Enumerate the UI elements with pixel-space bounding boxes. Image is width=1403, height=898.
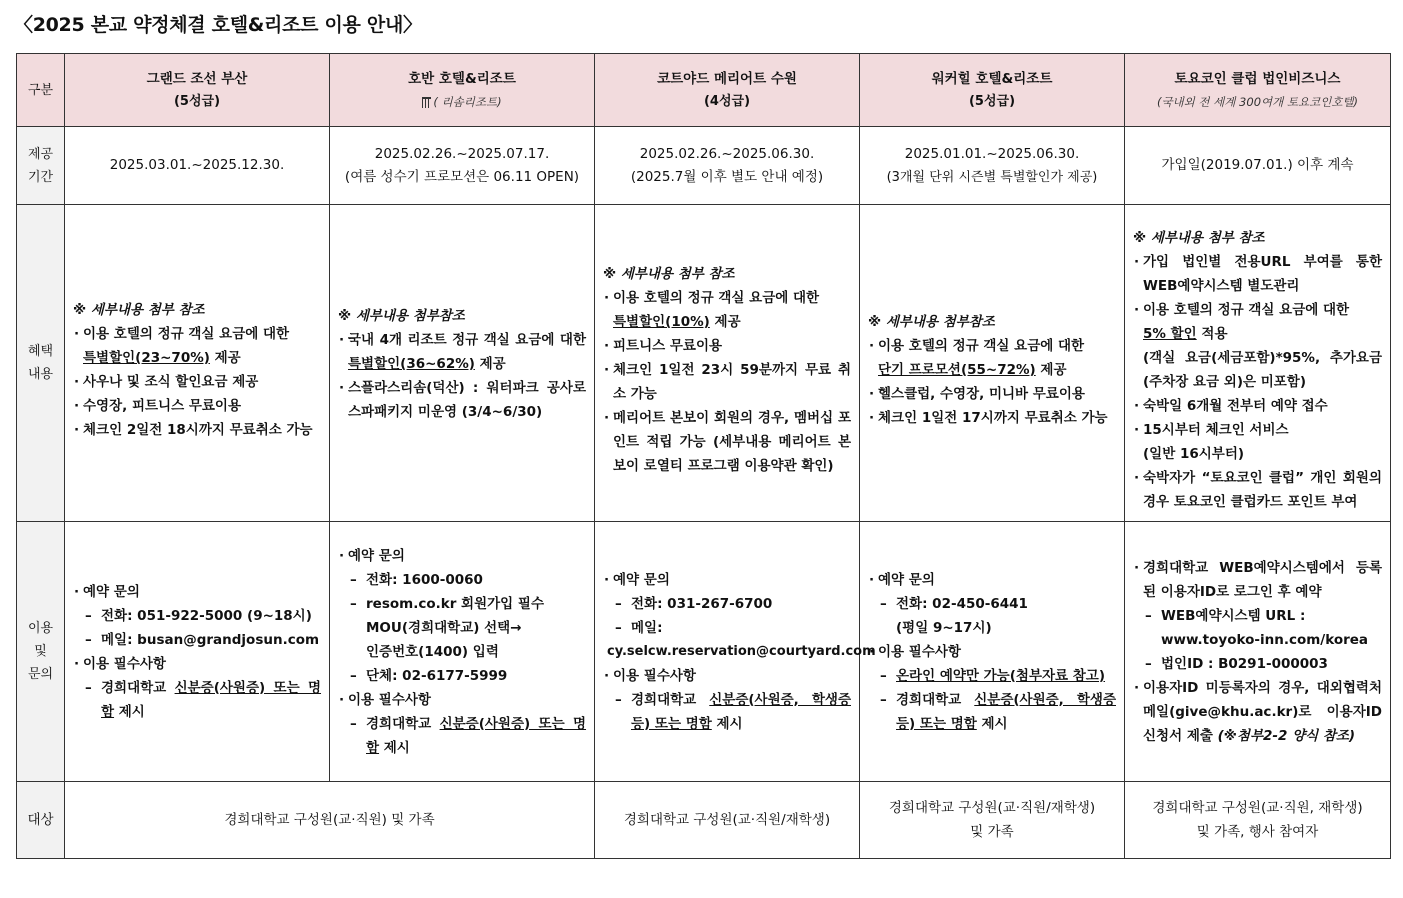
period-row (17, 127, 1391, 205)
hotel-grade: (5성급) (968, 94, 1016, 109)
contact-label: 이용 및 문의 (17, 522, 65, 782)
hotel-name: 워커힐 호텔&리조트 (931, 71, 1053, 87)
list-item: · 이용 호텔의 정규 객실 요금에 대한 특별할인(23~70%) 제공 (73, 322, 321, 370)
period-cell: 가입일(2019.07.01.) 이후 계속 (1125, 127, 1391, 205)
target-cell-4: 경희대학교 구성원(교·직원, 재학생) 및 가족, 행사 참여자 (1125, 782, 1391, 859)
target-row (17, 782, 1391, 859)
list-item: · 이용 호텔의 정규 객실 요금에 대한 5% 할인 적용 (객실 요금(세금포함)*95%, 추가요금(주차장 요금 외)은 미포함) (1133, 298, 1382, 394)
hotel-name: 그랜드 조선 부산 (146, 71, 248, 87)
list-item: · 체크인 1일전 17시까지 무료취소 가능 (868, 406, 1116, 430)
hotel-grade: (4성급) (703, 94, 751, 109)
hotel-name: 토요코인 클럽 법인비즈니스 (1174, 71, 1341, 87)
email-text: – 메일: (615, 616, 851, 640)
list-item: · 예약 문의 – 전화: 02-450-6441 (평일 9~17시) (868, 568, 1116, 640)
list-item: · 스플라스리솜(덕산) : 워터파크 공사로 스파패키지 미운영 (3/4~6/30) (338, 376, 586, 424)
period-cell: 2025.02.26.~2025.06.30. (2025.7월 이후 별도 안내 예정) (595, 127, 860, 205)
contact-row (17, 522, 1391, 782)
reference-note: ※ 세부내용 첨부 참조 (603, 266, 735, 282)
reference-note: ※ 세부내용 첨부 참조 (1133, 230, 1265, 246)
list-item: · 숙박일 6개월 전부터 예약 접수 (1133, 394, 1382, 418)
list-item: · 이용 필수사항 – 온라인 예약만 가능(첨부자료 참고) – 경희대학교 신분증(사원증, 학생증 등) 또는 명함 제시 (868, 640, 1116, 736)
list-item: · 예약 문의 – 전화: 1600-0060 – resom.co.kr 회원가입 필수 MOU(경희대학교) 선택→ 인증번호(1400) 입력 – 단체: 02-6177-5999 (338, 544, 586, 688)
list-item: · 수영장, 피트니스 무료이용 (73, 394, 321, 418)
hotel-header-1 (65, 54, 330, 127)
page-title: 〈2025 본교 약정체결 호텔&리조트 이용 안내〉 (14, 14, 422, 36)
hotel-name: 호반 호텔&리조트 (408, 71, 516, 87)
target-cell-3: 경희대학교 구성원(교·직원/재학생) 및 가족 (860, 782, 1125, 859)
contact-cell-1 (65, 522, 330, 782)
benefit-cell-1 (65, 205, 330, 522)
list-item: · 이용 호텔의 정규 객실 요금에 대한 단기 프로모션(55~72%) 제공 (868, 334, 1116, 382)
list-item: · 예약 문의 – 전화: 051-922-5000 (9~18시) – 메일: busan@grandjosun.com (73, 580, 321, 652)
list-item: · 예약 문의 – 전화: 031-267-6700 – 메일: cy.selcw.reservation@courtyard.com (603, 568, 851, 664)
benefit-label: 혜택 내용 (17, 205, 65, 522)
hotel-name: 코트야드 메리어트 수원 (657, 71, 797, 87)
list-item: · 체크인 2일전 18시까지 무료취소 가능 (73, 418, 321, 442)
email-text: – 메일: busan@grandjosun.com (85, 628, 321, 652)
list-item: · 이용 필수사항 – 경희대학교 신분증(사원증) 또는 명함 제시 (73, 652, 321, 724)
target-label: 대상 (17, 782, 65, 859)
phone-text: – 전화: 1600-0060 (350, 568, 586, 592)
benefit-cell-3 (595, 205, 860, 522)
hotel-info-table (16, 53, 1391, 859)
hotel-header-3 (595, 54, 860, 127)
period-cell: 2025.03.01.~2025.12.30. (65, 127, 330, 205)
hotel-header-5 (1125, 54, 1391, 127)
contact-cell-2 (330, 522, 595, 782)
target-cell-2: 경희대학교 구성원(교·직원/재학생) (595, 782, 860, 859)
phone-text: – 단체: 02-6177-5999 (350, 664, 586, 688)
url-link[interactable]: www.toyoko-inn.com/korea (1161, 631, 1369, 648)
benefit-row (17, 205, 1391, 522)
list-item: · 헬스클럽, 수영장, 미니바 무료이용 (868, 382, 1116, 406)
list-item: · 이용 필수사항 – 경희대학교 신분증(사원증) 또는 명함 제시 (338, 688, 586, 760)
email-address: cy.selcw.reservation@courtyard.com (607, 643, 876, 659)
list-item: · 이용 필수사항 – 경희대학교 신분증(사원증, 학생증 등) 또는 명함 제시 (603, 664, 851, 736)
reference-note: ※ 세부내용 첨부참조 (338, 308, 465, 324)
list-item: · 국내 4개 리조트 정규 객실 요금에 대한 특별할인(36~62%) 제공 (338, 328, 586, 376)
list-item: · 숙박자가 “토요코인 클럽” 개인 회원의 경우 토요코인 클럽카드 포인트 부여 (1133, 466, 1382, 514)
category-label: 구분 (17, 54, 65, 127)
list-item: · 이용 호텔의 정규 객실 요금에 대한 특별할인(10%) 제공 (603, 286, 851, 334)
benefit-cell-4 (860, 205, 1125, 522)
period-cell: 2025.02.26.~2025.07.17. (여름 성수기 프로모션은 06.11 OPEN) (330, 127, 595, 205)
list-item: · 사우나 및 조식 할인요금 제공 (73, 370, 321, 394)
hotel-grade: (5성급) (173, 94, 221, 109)
reference-note: ※ 세부내용 첨부 참조 (73, 302, 205, 318)
hotel-sub: (국내외 전 세계 300여개 토요코인호텔) (1156, 95, 1359, 109)
period-cell: 2025.01.01.~2025.06.30. (3개월 단위 시즌별 특별할인가 제공) (860, 127, 1125, 205)
list-item: · 경희대학교 WEB예약시스템에서 등록된 이용자ID로 로그인 후 예약 – WEB예약시스템 URL : www.toyoko-inn.com/korea – 법인ID : B0291-000003 (1133, 556, 1382, 676)
hotel-sub: ( 리솜리조트) (330, 91, 594, 113)
contact-cell-3 (595, 522, 876, 782)
list-item: · 이용자ID 미등록자의 경우, 대외협력처 메일(give@khu.ac.kr)로 이용자ID 신청서 제출 (※첨부2-2 양식 참조) (1133, 676, 1382, 748)
list-item: · 가입 법인별 전용URL 부여를 통한 WEB예약시스템 별도관리 (1133, 250, 1382, 298)
list-item: · 15시부터 체크인 서비스 (일반 16시부터) (1133, 418, 1382, 466)
contact-cell-5 (1125, 522, 1391, 782)
period-label: 제공 기간 (17, 127, 65, 205)
header-row (17, 54, 1391, 127)
reference-note: ※ 세부내용 첨부참조 (868, 314, 995, 330)
phone-text: – 전화: 051-922-5000 (9~18시) (85, 604, 321, 628)
phone-text: – 전화: 031-267-6700 (615, 592, 851, 616)
hotel-header-4 (860, 54, 1125, 127)
target-cell-1: 경희대학교 구성원(교·직원) 및 가족 (65, 782, 595, 859)
benefit-cell-2 (330, 205, 595, 522)
list-item: · 피트니스 무료이용 (603, 334, 851, 358)
list-item: · 메리어트 본보이 회원의 경우, 멤버십 포인트 적립 가능 (세부내용 메리어트 본보이 로열티 프로그램 이용약관 확인) (603, 406, 851, 478)
benefit-cell-5 (1125, 205, 1391, 522)
building-icon (422, 97, 431, 108)
list-item: · 체크인 1일전 23시 59분까지 무료 취소 가능 (603, 358, 851, 406)
hotel-header-2 (330, 54, 595, 127)
contact-cell-4 (860, 522, 1125, 782)
